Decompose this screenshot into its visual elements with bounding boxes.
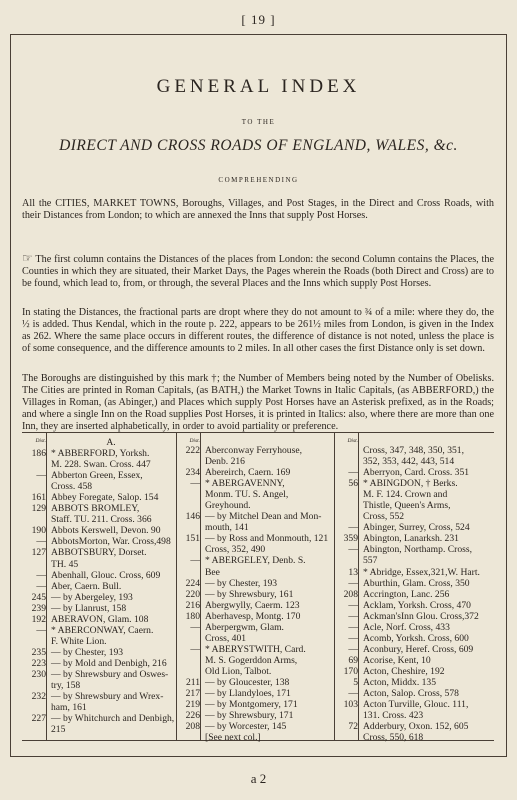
place-entry: * ABERGAVENNY,: [205, 478, 285, 490]
distance-value: [334, 555, 358, 566]
distance-value: [176, 456, 200, 467]
to-the-line: TO THE: [241, 118, 276, 126]
index-entry: [22, 559, 176, 570]
distance-value: [334, 489, 358, 500]
distance-value: [176, 489, 200, 500]
index-entry: [22, 592, 176, 603]
distance-value: 222: [185, 445, 200, 456]
index-entry: [176, 522, 334, 533]
distance-value: —: [348, 522, 358, 534]
place-entry: TH. 45: [51, 558, 79, 570]
place-entry: Aburthin, Glam. Cross, 350: [363, 577, 470, 589]
index-entry: [22, 680, 176, 691]
index-entry: [22, 713, 176, 724]
distance-value: —: [348, 610, 358, 622]
place-entry: Old Lion, Talbot.: [205, 665, 272, 677]
place-entry: — by Ross and Monmouth, 121: [205, 533, 329, 545]
distance-value: [334, 732, 358, 743]
place-entry: — by Shrewsbury and Wrex-: [51, 691, 164, 703]
place-entry: Acton, Salop. Cross, 578: [363, 688, 459, 700]
distance-value: 216: [185, 599, 200, 611]
index-entry: [176, 611, 334, 622]
index-entry: [334, 710, 494, 721]
index-entry: [176, 511, 334, 522]
distance-value: [176, 732, 200, 743]
index-entry: [334, 533, 494, 544]
index-entry: [176, 544, 334, 555]
place-entry: — by Chester, 193: [51, 646, 124, 658]
place-entry: Acton, Middx. 135: [363, 676, 437, 688]
index-entry: [334, 600, 494, 611]
index-entry: [176, 600, 334, 611]
distance-value: 161: [31, 492, 46, 504]
place-entry: Aconbury, Heref. Cross, 609: [363, 643, 474, 655]
place-entry: Cross, 347, 348, 350, 351,: [363, 445, 465, 456]
place-entry: * Abridge, Essex,321,W. Hart.: [363, 566, 480, 578]
distance-value: [334, 710, 358, 721]
distance-value: 208: [343, 588, 358, 600]
index-entry: [176, 699, 334, 710]
distance-value: —: [36, 624, 46, 636]
distance-value: 151: [185, 533, 200, 545]
index-entry: [334, 478, 494, 489]
distance-value: 127: [31, 547, 46, 559]
place-entry: Bee: [205, 566, 220, 578]
index-entry: [334, 677, 494, 688]
place-entry: — by Worcester, 145: [205, 721, 287, 733]
place-entry: — by Gloucester, 138: [205, 676, 290, 688]
distance-value: [22, 680, 46, 691]
place-entry: * ABBERFORD, Yorksh.: [51, 448, 150, 460]
index-entry: [22, 448, 176, 459]
distance-value: —: [190, 478, 200, 490]
place-entry: Abberton Green, Essex,: [51, 470, 143, 482]
distance-value: —: [348, 577, 358, 589]
place-entry: Cross, 352, 490: [205, 544, 266, 556]
place-entry: Acomb, Yorksh. Cross, 600: [363, 632, 469, 644]
index-entry: [22, 658, 176, 669]
page-title: GENERAL INDEX: [156, 76, 361, 97]
index-entry: [334, 511, 494, 522]
distance-value: [176, 666, 200, 677]
place-entry: Abinger, Surrey, Cross, 524: [363, 522, 470, 534]
index-column-2: [176, 437, 334, 743]
distance-value: 170: [343, 665, 358, 677]
distance-value: 235: [31, 646, 46, 658]
distance-value: [22, 481, 46, 492]
place-entry: M. S. Gogerddon Arms,: [205, 654, 298, 666]
index-entry: [22, 581, 176, 592]
distance-value: [22, 559, 46, 570]
index-entry: [176, 478, 334, 489]
index-entry: [334, 456, 494, 467]
index-entry: [176, 666, 334, 677]
distance-value: 223: [31, 657, 46, 669]
place-entry: Aberhavesp, Montg. 170: [205, 610, 301, 622]
place-entry: 352, 353, 442, 443, 514: [363, 456, 455, 468]
place-entry: 131. Cross. 423: [363, 710, 424, 722]
distance-value: —: [190, 621, 200, 633]
distance-value: 103: [343, 699, 358, 711]
index-entry: [334, 578, 494, 589]
place-entry: Acorise, Kent, 10: [363, 654, 431, 666]
place-entry: Ackman'sInn Glou. Cross,372: [363, 610, 479, 622]
distance-value: 129: [31, 503, 46, 515]
distance-value: [176, 500, 200, 511]
index-entry: [334, 732, 494, 743]
place-entry: M. F. 124. Crown and: [363, 489, 448, 501]
index-entry: [334, 655, 494, 666]
distance-value: 192: [31, 613, 46, 625]
distance-value: 217: [185, 688, 200, 700]
distance-value: 220: [185, 588, 200, 600]
distance-value: 232: [31, 691, 46, 703]
distance-value: [176, 633, 200, 644]
index-entry: [176, 622, 334, 633]
index-entry: [22, 547, 176, 558]
place-entry: Acklam, Yorksh. Cross, 470: [363, 599, 471, 611]
page-subtitle: DIRECT AND CROSS ROADS OF ENGLAND, WALES, &c.: [59, 137, 458, 154]
distance-value: 227: [31, 713, 46, 725]
distance-value: 208: [185, 721, 200, 733]
index-entry: [334, 644, 494, 655]
distance-value: [22, 724, 46, 735]
distance-value: 146: [185, 511, 200, 523]
distance-value: [22, 514, 46, 525]
distance-value: —: [348, 621, 358, 633]
place-entry: Acton Turville, Glouc. 111,: [363, 699, 469, 711]
index-entry: [334, 555, 494, 566]
distance-value: 5: [353, 676, 358, 688]
index-entry: [176, 710, 334, 721]
index-entry: [176, 567, 334, 578]
place-entry: Abenhall, Glouc. Cross, 609: [51, 569, 161, 581]
place-entry: Abereirch, Caern. 169: [205, 467, 291, 479]
distance-value: —: [190, 555, 200, 567]
index-entry: [22, 625, 176, 636]
distance-value: 226: [185, 710, 200, 722]
place-entry: Acle, Norf. Cross, 433: [363, 621, 450, 633]
distance-value: 69: [348, 654, 358, 666]
dist-header: Dist.: [189, 438, 200, 444]
place-entry: mouth, 141: [205, 522, 249, 534]
index-column-3: [334, 437, 494, 743]
place-entry: — by Llanrust, 158: [51, 602, 127, 614]
index-entry: [22, 481, 176, 492]
index-entry: [176, 721, 334, 732]
place-entry: Thistle, Queen's Arms,: [363, 500, 451, 512]
index-entry: [334, 589, 494, 600]
distance-value: [176, 544, 200, 555]
index-entry: [22, 614, 176, 625]
place-entry: — by Chester, 193: [205, 577, 278, 589]
distance-value: 359: [343, 533, 358, 545]
index-entry: [22, 647, 176, 658]
distance-value: —: [348, 599, 358, 611]
place-entry: Abbey Foregate, Salop. 154: [51, 492, 159, 504]
distance-value: 72: [348, 721, 358, 733]
index-entry: [22, 724, 176, 735]
distance-value: [22, 702, 46, 713]
distance-value: —: [348, 544, 358, 556]
distance-value: [176, 567, 200, 578]
place-entry: Accrington, Lanc. 256: [363, 588, 450, 600]
place-entry: Abington, Northamp. Cross,: [363, 544, 472, 556]
boroughs-paragraph: The Boroughs are distinguished by this mark †; the Number of Members being noted by the Number of Obelisks. The Cities are printed in Roman Capitals, (as BATH,) the Market Towns in Italic Capitals, (as ABBERFORD,) the Villages in Roman, (as Abinger,) and Places which supply Post Horses have an Asterisk prefixed, as in the Roads; and where a single Inn on the Road supplies Post Horses, it is printed in Italics: also, where there are more than one Inn, they are inserted alphabetically, in order to avoid partiality or preference.: [22, 373, 494, 432]
distance-value: —: [348, 643, 358, 655]
index-column-1: [22, 437, 176, 735]
index-entry: [176, 456, 334, 467]
index-entry: [22, 702, 176, 713]
index-entry: [22, 503, 176, 514]
place-entry: — by Abergeley, 193: [51, 591, 133, 603]
index-entry: [22, 636, 176, 647]
index-entry: [176, 533, 334, 544]
place-entry: Aberryon, Card. Cross. 351: [363, 467, 470, 479]
index-entry: [22, 459, 176, 470]
distance-value: 245: [31, 591, 46, 603]
distance-value: 13: [348, 566, 358, 578]
place-entry: * ABERGELEY, Denb. S.: [205, 555, 306, 567]
distances-paragraph: In stating the Distances, the fractional parts are dropt where they do not amount to ¾ of a mile: where they do, the ½ is added. Thus Kendal, which in the route p. 222, appears to be 261½ miles from London, is given in the Index as 262. Where the same place occurs in different routes, the difference of distance is not noted, unless the place is of some consequence, and the difference amounts to 2 miles. In all other cases the first Distance only is set down.: [22, 307, 494, 354]
place-entry: Cross, 550, 618: [363, 732, 424, 744]
index-entry: [22, 570, 176, 581]
index-entry: [334, 622, 494, 633]
distance-value: —: [36, 580, 46, 592]
distance-value: [176, 522, 200, 533]
place-entry: ham, 161: [51, 702, 87, 714]
place-entry: — by Mitchel Dean and Mon-: [205, 511, 322, 523]
distance-value: 56: [348, 478, 358, 490]
index-entry: [22, 603, 176, 614]
place-entry: Aberconway Ferryhouse,: [205, 445, 302, 456]
distance-value: —: [36, 470, 46, 482]
place-entry: Denb. 216: [205, 456, 245, 468]
index-entry: [176, 589, 334, 600]
index-entry: [334, 500, 494, 511]
distance-value: 190: [31, 525, 46, 537]
index-entry: [176, 732, 334, 743]
index-entry: [334, 611, 494, 622]
place-entry: — by Llandyloes, 171: [205, 688, 291, 700]
letter-heading: A.: [106, 437, 116, 448]
place-entry: [See next col.]: [205, 732, 261, 744]
index-entry: [334, 522, 494, 533]
comprehending-line: COMPREHENDING: [218, 176, 299, 184]
distance-value: —: [348, 632, 358, 644]
distance-value: 180: [185, 610, 200, 622]
index-entry: [22, 691, 176, 702]
index-entry: [22, 470, 176, 481]
distance-value: 230: [31, 668, 46, 680]
index-entry: [334, 445, 494, 456]
place-entry: Monm. TU. S. Angel,: [205, 489, 289, 501]
index-entry: [176, 445, 334, 456]
place-entry: AbbotsMorton, War. Cross,498: [51, 536, 171, 548]
place-entry: Acton, Cheshire, 192: [363, 665, 445, 677]
place-entry: Adderbury, Oxon. 152, 605: [363, 721, 469, 733]
distance-value: 186: [31, 448, 46, 460]
index-entry: [22, 669, 176, 680]
place-entry: Aberpergwm, Glam.: [205, 621, 284, 633]
place-entry: Aber, Caern. Bull.: [51, 580, 122, 592]
place-entry: Abbots Kerswell, Devon. 90: [51, 525, 161, 537]
signature-mark: a 2: [250, 771, 267, 786]
columns-paragraph-text: The first column contains the Distances of the places from London: the second Column contains the Places, the Counties in which they are situated, their Market Days, the Pages wherein the Roads (both Direct and Cross) are to be found, which lead to, from, or through, the several Places and the Inns which supply Post Horses.: [22, 254, 494, 289]
index-entry: [22, 514, 176, 525]
place-entry: Staff. TU. 211. Cross. 366: [51, 514, 152, 526]
place-entry: — by Mold and Denbigh, 216: [51, 657, 167, 669]
distance-value: —: [348, 467, 358, 479]
place-entry: Abington, Lanarksh. 231: [363, 533, 459, 545]
index-entry: [176, 555, 334, 566]
index-entry: [334, 567, 494, 578]
place-entry: F. White Lion.: [51, 635, 107, 647]
index-entry: [176, 655, 334, 666]
index-entry: [334, 699, 494, 710]
place-entry: * ABERYSTWITH, Card.: [205, 643, 306, 655]
distance-value: —: [190, 643, 200, 655]
index-entry: [176, 467, 334, 478]
distance-value: —: [348, 688, 358, 700]
distance-value: —: [36, 569, 46, 581]
distance-value: [22, 636, 46, 647]
distance-value: [22, 459, 46, 470]
place-entry: Greyhound.: [205, 500, 251, 512]
index-entry: [334, 633, 494, 644]
place-entry: Cross. 458: [51, 481, 93, 493]
place-entry: — by Shrewsbury, 161: [205, 588, 294, 600]
place-entry: * ABINGDON, † Berks.: [363, 478, 458, 490]
place-entry: — by Montgomery, 171: [205, 699, 298, 711]
dist-header: Dist.: [35, 438, 46, 444]
index-entry: [334, 467, 494, 478]
place-entry: 557: [363, 555, 378, 567]
index-entry: [176, 578, 334, 589]
index-entry: [176, 644, 334, 655]
distance-value: [334, 500, 358, 511]
distance-value: [334, 445, 358, 456]
distance-value: —: [36, 536, 46, 548]
distance-value: 234: [185, 467, 200, 479]
distance-value: 239: [31, 602, 46, 614]
page-number: [ 19 ]: [241, 12, 276, 27]
place-entry: Cross, 552: [363, 511, 405, 523]
index-entry: [334, 666, 494, 677]
index-entry: [334, 721, 494, 732]
place-entry: Abergwylly, Caerm. 123: [205, 599, 300, 611]
index-entry: [176, 688, 334, 699]
place-entry: 215: [51, 724, 66, 736]
place-entry: — by Whitchurch and Denbigh,: [51, 713, 175, 725]
distance-value: [334, 456, 358, 467]
distance-value: 219: [185, 699, 200, 711]
place-entry: — by Shrewsbury and Oswes-: [51, 668, 169, 680]
index-entry: [22, 536, 176, 547]
index-entry: [176, 633, 334, 644]
index-entry: [334, 688, 494, 699]
place-entry: ABERAVON, Glam. 108: [51, 613, 149, 625]
place-entry: Cross, 401: [205, 632, 247, 644]
pointing-hand-icon: ☞: [22, 251, 33, 265]
place-entry: — by Shrewsbury, 171: [205, 710, 294, 722]
index-entry: [176, 500, 334, 511]
place-entry: try, 158: [51, 680, 81, 692]
distance-value: [176, 655, 200, 666]
place-entry: ABBOTS BROMLEY,: [51, 503, 140, 515]
distance-value: 211: [185, 676, 200, 688]
place-entry: ABBOTSBURY, Dorset.: [51, 547, 147, 559]
index-table: [22, 432, 494, 744]
intro-paragraph: All the CITIES, MARKET TOWNS, Boroughs, Villages, and Post Stages, in the Direct and Cross Roads, with their Distances from London; to which are annexed the Inns that supply Post Horses.: [22, 198, 494, 221]
place-entry: * ABERCONWAY, Caern.: [51, 624, 154, 636]
dist-header: Dist.: [347, 438, 358, 444]
index-entry: [22, 492, 176, 503]
distance-value: 224: [185, 577, 200, 589]
index-entry: [334, 489, 494, 500]
columns-paragraph: [22, 252, 494, 290]
place-entry: M. 228. Swan. Cross. 447: [51, 459, 151, 471]
distance-value: [334, 511, 358, 522]
index-entry: [22, 525, 176, 536]
index-entry: [176, 677, 334, 688]
index-entry: [334, 544, 494, 555]
index-entry: [176, 489, 334, 500]
